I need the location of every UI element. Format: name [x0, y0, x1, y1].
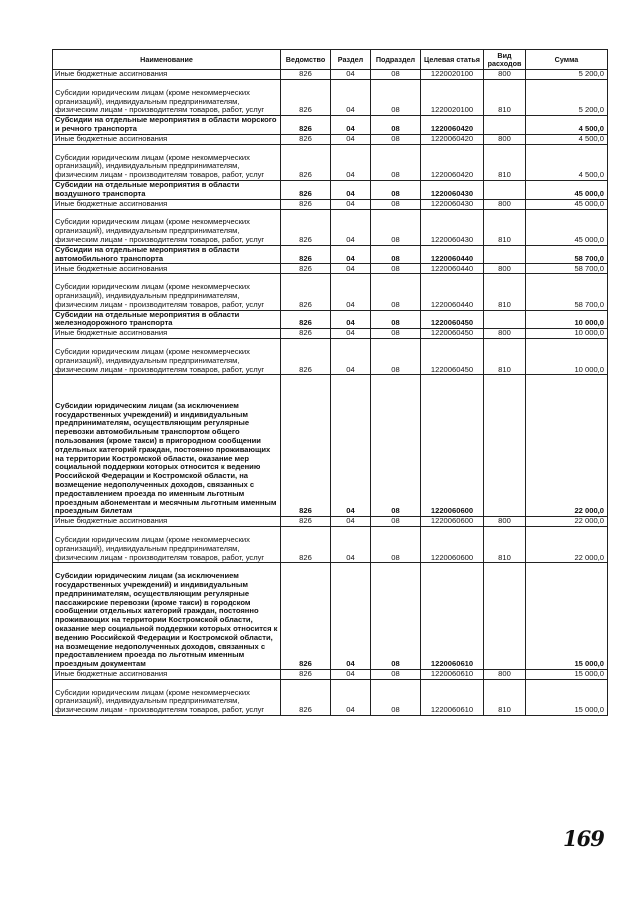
cell-razdel: 04: [331, 209, 371, 245]
cell-name: Иные бюджетные ассигнования: [53, 70, 281, 80]
header-name: Наименование: [53, 50, 281, 70]
cell-ved: 826: [281, 116, 331, 135]
cell-summa: 45 000,0: [526, 180, 608, 199]
cell-ved: 826: [281, 134, 331, 144]
cell-vr: 810: [484, 339, 526, 375]
cell-summa: 15 000,0: [526, 563, 608, 670]
cell-razdel: 04: [331, 180, 371, 199]
cell-cs: 1220060430: [421, 209, 484, 245]
cell-summa: 22 000,0: [526, 375, 608, 517]
cell-cs: 1220060450: [421, 339, 484, 375]
cell-summa: 15 000,0: [526, 669, 608, 679]
cell-podrazdel: 08: [371, 527, 421, 563]
header-cs: Целевая статья: [421, 50, 484, 70]
cell-vr: 810: [484, 527, 526, 563]
cell-razdel: 04: [331, 329, 371, 339]
cell-name: Субсидии юридическим лицам (кроме некоммерческих организаций), индивидуальным предпринимателям, физическим лицам - производителям товаров, работ, услуг: [53, 339, 281, 375]
cell-vr: 800: [484, 70, 526, 80]
table-row: [53, 329, 608, 339]
cell-ved: 826: [281, 375, 331, 517]
cell-razdel: 04: [331, 134, 371, 144]
cell-cs: 1220060430: [421, 199, 484, 209]
cell-razdel: 04: [331, 80, 371, 116]
cell-razdel: 04: [331, 264, 371, 274]
cell-razdel: 04: [331, 375, 371, 517]
cell-razdel: 04: [331, 517, 371, 527]
cell-summa: 10 000,0: [526, 310, 608, 329]
cell-razdel: 04: [331, 563, 371, 670]
cell-vr: 800: [484, 199, 526, 209]
cell-vr: 810: [484, 679, 526, 715]
cell-podrazdel: 08: [371, 563, 421, 670]
cell-podrazdel: 08: [371, 274, 421, 310]
cell-ved: 826: [281, 679, 331, 715]
cell-vr: 810: [484, 209, 526, 245]
table-body: [53, 70, 608, 716]
table-row: [53, 310, 608, 329]
table-row: [53, 180, 608, 199]
cell-podrazdel: 08: [371, 375, 421, 517]
cell-vr: 800: [484, 517, 526, 527]
table-row: [53, 144, 608, 180]
table-row: [53, 517, 608, 527]
cell-name: Субсидии на отдельные мероприятия в области железнодорожного транспорта: [53, 310, 281, 329]
cell-name: Субсидии юридическим лицам (кроме некоммерческих организаций), индивидуальным предпринимателям, физическим лицам - производителям товаров, работ, услуг: [53, 144, 281, 180]
header-razdel: Раздел: [331, 50, 371, 70]
cell-vr: 800: [484, 669, 526, 679]
cell-ved: 826: [281, 517, 331, 527]
cell-cs: 1220060420: [421, 116, 484, 135]
header-vr: Вид расходов: [484, 50, 526, 70]
cell-vr: 800: [484, 264, 526, 274]
cell-ved: 826: [281, 144, 331, 180]
cell-vr: [484, 310, 526, 329]
table-row: [53, 80, 608, 116]
cell-cs: 1220060420: [421, 134, 484, 144]
cell-podrazdel: 08: [371, 70, 421, 80]
cell-ved: 826: [281, 329, 331, 339]
cell-name: Субсидии юридическим лицам (кроме некоммерческих организаций), индивидуальным предпринимателям, физическим лицам - производителям товаров, работ, услуг: [53, 209, 281, 245]
cell-summa: 15 000,0: [526, 679, 608, 715]
cell-summa: 58 700,0: [526, 245, 608, 264]
cell-podrazdel: 08: [371, 329, 421, 339]
table-row: [53, 264, 608, 274]
cell-ved: 826: [281, 80, 331, 116]
table-row: [53, 527, 608, 563]
cell-vr: 810: [484, 80, 526, 116]
cell-name: Иные бюджетные ассигнования: [53, 199, 281, 209]
cell-podrazdel: 08: [371, 180, 421, 199]
cell-name: Субсидии юридическим лицам (за исключением государственных учреждений) и индивидуальным предпринимателям, осуществляющим регулярные пассажирские перевозки (кроме такси) в городском сообщении отдельных категорий граждан, постоянно проживающих на территории Костромской области, оказание мер социальной поддержки которых относится к ведению Российской Федерации и Костромской области, на возмещение недополученных доходов, связанных с предоставлением проезда по льготным именным проездным документам: [53, 563, 281, 670]
cell-cs: 1220060440: [421, 264, 484, 274]
cell-summa: 22 000,0: [526, 517, 608, 527]
cell-ved: 826: [281, 339, 331, 375]
cell-cs: 1220060430: [421, 180, 484, 199]
cell-name: Субсидии на отдельные мероприятия в области воздушного транспорта: [53, 180, 281, 199]
cell-cs: 1220060450: [421, 329, 484, 339]
cell-name: Субсидии юридическим лицам (кроме некоммерческих организаций), индивидуальным предпринимателям, физическим лицам - производителям товаров, работ, услуг: [53, 527, 281, 563]
cell-name: Субсидии юридическим лицам (кроме некоммерческих организаций), индивидуальным предпринимателям, физическим лицам - производителям товаров, работ, услуг: [53, 679, 281, 715]
budget-table: [52, 49, 608, 716]
cell-name: Субсидии юридическим лицам (кроме некоммерческих организаций), индивидуальным предпринимателям, физическим лицам - производителям товаров, работ, услуг: [53, 274, 281, 310]
cell-razdel: 04: [331, 199, 371, 209]
table-row: [53, 199, 608, 209]
cell-razdel: 04: [331, 339, 371, 375]
table-row: [53, 274, 608, 310]
cell-cs: 1220060610: [421, 563, 484, 670]
cell-name: Субсидии юридическим лицам (за исключением государственных учреждений) и индивидуальным предпринимателям, осуществляющим регулярные перевозки автомобильным транспортом общего пользования (кроме такси) в пригородном сообщении отдельных категорий граждан, постоянно проживающих на территории Костромской области, оказание мер социальной поддержки которых относится к ведению Российской Федерации и Костромской области, на возмещение недополученных доходов, связанных с предоставлением проезда по именным льготным проездным абонементам и месячным льготным именным проездным билетам: [53, 375, 281, 517]
table-row: [53, 339, 608, 375]
cell-vr: [484, 180, 526, 199]
cell-ved: 826: [281, 209, 331, 245]
cell-summa: 4 500,0: [526, 116, 608, 135]
cell-podrazdel: 08: [371, 264, 421, 274]
cell-cs: 1220060440: [421, 245, 484, 264]
cell-podrazdel: 08: [371, 199, 421, 209]
cell-summa: 10 000,0: [526, 329, 608, 339]
cell-vr: 800: [484, 134, 526, 144]
cell-podrazdel: 08: [371, 517, 421, 527]
table-row: [53, 116, 608, 135]
cell-ved: 826: [281, 563, 331, 670]
table-row: [53, 563, 608, 670]
header-podrazdel: Подраздел: [371, 50, 421, 70]
cell-ved: 826: [281, 70, 331, 80]
cell-razdel: 04: [331, 116, 371, 135]
cell-cs: 1220060610: [421, 679, 484, 715]
cell-ved: 826: [281, 199, 331, 209]
cell-vr: 800: [484, 329, 526, 339]
cell-vr: 810: [484, 144, 526, 180]
cell-podrazdel: 08: [371, 134, 421, 144]
cell-podrazdel: 08: [371, 245, 421, 264]
cell-name: Субсидии юридическим лицам (кроме некоммерческих организаций), индивидуальным предпринимателям, физическим лицам - производителям товаров, работ, услуг: [53, 80, 281, 116]
cell-podrazdel: 08: [371, 669, 421, 679]
cell-cs: 1220060450: [421, 310, 484, 329]
cell-razdel: 04: [331, 144, 371, 180]
cell-podrazdel: 08: [371, 679, 421, 715]
cell-ved: 826: [281, 180, 331, 199]
cell-vr: 810: [484, 274, 526, 310]
cell-summa: 58 700,0: [526, 274, 608, 310]
cell-podrazdel: 08: [371, 144, 421, 180]
cell-summa: 58 700,0: [526, 264, 608, 274]
cell-razdel: 04: [331, 669, 371, 679]
header-summa: Сумма: [526, 50, 608, 70]
cell-summa: 5 200,0: [526, 80, 608, 116]
cell-cs: 1220020100: [421, 70, 484, 80]
cell-razdel: 04: [331, 274, 371, 310]
cell-summa: 5 200,0: [526, 70, 608, 80]
header-ved: Ведомство: [281, 50, 331, 70]
cell-podrazdel: 08: [371, 339, 421, 375]
table-row: [53, 245, 608, 264]
cell-vr: [484, 563, 526, 670]
cell-razdel: 04: [331, 310, 371, 329]
table-row: [53, 375, 608, 517]
table-row: [53, 209, 608, 245]
cell-ved: 826: [281, 527, 331, 563]
cell-summa: 22 000,0: [526, 527, 608, 563]
cell-razdel: 04: [331, 679, 371, 715]
table-header-row: [53, 50, 608, 70]
cell-razdel: 04: [331, 245, 371, 264]
table-row: [53, 134, 608, 144]
cell-summa: 45 000,0: [526, 199, 608, 209]
cell-cs: 1220060600: [421, 517, 484, 527]
cell-name: Иные бюджетные ассигнования: [53, 329, 281, 339]
table-row: [53, 669, 608, 679]
cell-name: Иные бюджетные ассигнования: [53, 669, 281, 679]
cell-ved: 826: [281, 245, 331, 264]
cell-name: Субсидии на отдельные мероприятия в области морского и речного транспорта: [53, 116, 281, 135]
cell-summa: 45 000,0: [526, 209, 608, 245]
cell-ved: 826: [281, 274, 331, 310]
cell-ved: 826: [281, 264, 331, 274]
cell-razdel: 04: [331, 527, 371, 563]
cell-podrazdel: 08: [371, 116, 421, 135]
cell-podrazdel: 08: [371, 310, 421, 329]
cell-razdel: 04: [331, 70, 371, 80]
cell-vr: [484, 375, 526, 517]
cell-cs: 1220020100: [421, 80, 484, 116]
cell-name: Иные бюджетные ассигнования: [53, 517, 281, 527]
cell-ved: 826: [281, 310, 331, 329]
cell-cs: 1220060610: [421, 669, 484, 679]
cell-podrazdel: 08: [371, 209, 421, 245]
cell-cs: 1220060600: [421, 375, 484, 517]
cell-cs: 1220060600: [421, 527, 484, 563]
cell-ved: 826: [281, 669, 331, 679]
cell-vr: [484, 245, 526, 264]
cell-cs: 1220060420: [421, 144, 484, 180]
table-row: [53, 70, 608, 80]
cell-podrazdel: 08: [371, 80, 421, 116]
cell-summa: 10 000,0: [526, 339, 608, 375]
cell-summa: 4 500,0: [526, 134, 608, 144]
cell-vr: [484, 116, 526, 135]
table-row: [53, 679, 608, 715]
cell-name: Иные бюджетные ассигнования: [53, 264, 281, 274]
cell-cs: 1220060440: [421, 274, 484, 310]
cell-name: Иные бюджетные ассигнования: [53, 134, 281, 144]
cell-summa: 4 500,0: [526, 144, 608, 180]
cell-name: Субсидии на отдельные мероприятия в области автомобильного транспорта: [53, 245, 281, 264]
page-number: 169: [563, 826, 604, 851]
